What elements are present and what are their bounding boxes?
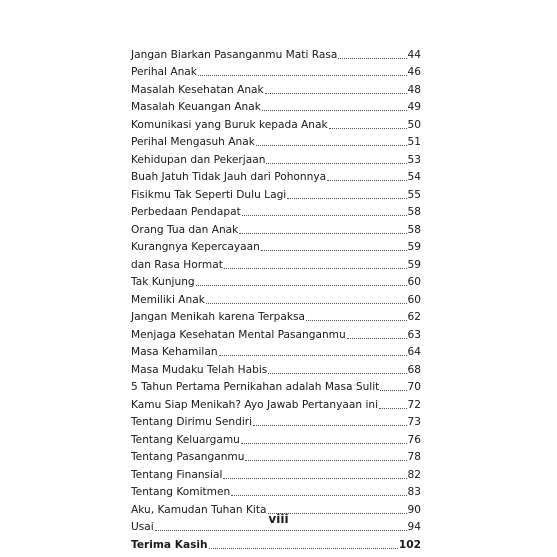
toc-entry: [131, 307, 421, 325]
toc-entry: [131, 447, 421, 465]
toc-leader-dots: [219, 355, 407, 356]
toc-leader-dots: [231, 495, 406, 496]
toc-leader-dots: [338, 58, 406, 59]
toc-entry: [131, 394, 421, 412]
toc-leader-dots: [155, 530, 407, 531]
toc-entry-title: Tentang Komitmen: [131, 486, 231, 498]
toc-entry-page: 64: [407, 346, 421, 358]
toc-entry-page: 70: [407, 381, 421, 393]
toc-leader-dots: [268, 373, 406, 374]
toc-leader-dots: [245, 460, 406, 461]
toc-entry-page: 59: [407, 241, 421, 253]
toc-entry-title: Kehidupan dan Pekerjaan: [131, 153, 266, 166]
toc-entry-title: Jangan Biarkan Pasanganmu Mati Rasa: [131, 48, 338, 61]
toc-entry-page: 68: [407, 363, 421, 376]
toc-entry: [131, 114, 421, 132]
toc-entry-title: Komunikasi yang Buruk kepada Anak: [131, 118, 328, 131]
toc-entry-title: Masalah Kesehatan Anak: [131, 83, 264, 96]
toc-entry-page: 72: [407, 398, 421, 411]
toc-entry-page: 49: [407, 101, 421, 113]
toc-entry-title: Orang Tua dan Anak: [131, 223, 239, 236]
toc-entry-page: 73: [407, 416, 421, 428]
toc-entry-page: 51: [407, 136, 421, 148]
toc-entry: [131, 359, 421, 377]
toc-entry: [131, 534, 421, 552]
toc-entry-title: dan Rasa Hormat: [131, 258, 223, 271]
toc-entry: [131, 79, 421, 97]
toc-entry-title: Memiliki Anak: [131, 293, 205, 306]
toc-entry: [131, 482, 421, 500]
toc-leader-dots: [239, 233, 406, 234]
toc-entry-title: Masa Mudaku Telah Habis: [131, 363, 268, 376]
toc-entry-page: 50: [407, 118, 421, 131]
toc-entry-title: Tak Kunjung: [131, 276, 195, 288]
toc-entry-page: 102: [398, 538, 421, 551]
toc-entry-page: 60: [407, 293, 421, 306]
toc-entry: [131, 97, 421, 115]
toc-entry-page: 82: [407, 468, 421, 481]
toc-leader-dots: [209, 548, 398, 549]
toc-entry-title: Fisikmu Tak Seperti Dulu Lagi: [131, 188, 287, 201]
toc-leader-dots: [253, 425, 406, 426]
toc-entry: [131, 254, 421, 272]
toc-leader-dots: [261, 250, 407, 251]
toc-entry-title: Tentang Pasanganmu: [131, 451, 245, 463]
toc-entry: [131, 342, 421, 360]
toc-leader-dots: [206, 303, 407, 304]
toc-entry-title: Menjaga Kesehatan Mental Pasanganmu: [131, 328, 346, 341]
toc-leader-dots: [223, 478, 406, 479]
toc-entry-page: 59: [407, 258, 421, 271]
toc-entry-title: Tentang Keluargamu: [131, 433, 240, 446]
toc-entry-title: Kurangnya Kepercayaan: [131, 241, 260, 253]
toc-entry-page: 44: [407, 48, 421, 61]
toc-entry-title: Perbedaan Pendapat: [131, 206, 241, 218]
toc-entry-title: Perihal Anak: [131, 66, 197, 78]
toc-entry-page: 83: [407, 486, 421, 498]
toc-leader-dots: [196, 285, 407, 286]
table-of-contents: [131, 44, 421, 552]
toc-entry: [131, 167, 421, 185]
toc-entry-page: 54: [407, 171, 421, 183]
toc-leader-dots: [327, 180, 406, 181]
toc-entry: [131, 272, 421, 290]
toc-leader-dots: [198, 75, 407, 76]
toc-entry: [131, 132, 421, 150]
toc-entry-page: 58: [407, 206, 421, 218]
toc-entry: [131, 464, 421, 482]
toc-entry: [131, 289, 421, 307]
toc-entry-title: 5 Tahun Pertama Pernikahan adalah Masa Sulit: [131, 381, 380, 393]
toc-entry-page: 63: [407, 328, 421, 341]
toc-leader-dots: [329, 128, 407, 129]
toc-entry-page: 58: [407, 223, 421, 236]
toc-leader-dots: [241, 443, 407, 444]
toc-entry-page: 90: [407, 503, 421, 516]
toc-entry-title: Terima Kasih: [131, 538, 208, 551]
toc-entry-page: 76: [407, 433, 421, 446]
toc-entry-title: Perihal Mengasuh Anak: [131, 136, 255, 148]
toc-leader-dots: [262, 110, 407, 111]
toc-leader-dots: [379, 408, 406, 409]
toc-entry: [131, 202, 421, 220]
toc-leader-dots: [306, 320, 406, 321]
toc-entry: [131, 149, 421, 167]
toc-entry-page: 48: [407, 83, 421, 96]
toc-entry-title: Aku, Kamudan Tuhan Kita: [131, 503, 267, 516]
toc-entry-title: Tentang Finansial: [131, 468, 223, 481]
toc-entry: [131, 184, 421, 202]
toc-entry: [131, 62, 421, 80]
toc-entry-page: 94: [407, 521, 421, 533]
toc-leader-dots: [347, 338, 407, 339]
toc-entry-page: 60: [407, 276, 421, 288]
toc-entry-title: Masa Kehamilan: [131, 346, 218, 358]
toc-entry: [131, 324, 421, 342]
toc-entry-title: Jangan Menikah karena Terpaksa: [131, 311, 306, 323]
toc-entry-page: 62: [407, 311, 421, 323]
toc-leader-dots: [242, 215, 407, 216]
toc-leader-dots: [256, 145, 407, 146]
toc-entry-page: 46: [407, 66, 421, 78]
toc-entry-title: Buah Jatuh Tidak Jauh dari Pohonnya: [131, 171, 327, 183]
toc-entry: [131, 237, 421, 255]
toc-leader-dots: [380, 390, 406, 391]
toc-leader-dots: [265, 93, 407, 94]
toc-entry-page: 78: [407, 451, 421, 463]
toc-entry-title: Usai: [131, 521, 154, 533]
page-number: viii: [268, 512, 289, 526]
toc-entry: [131, 412, 421, 430]
toc-entry: [131, 377, 421, 395]
toc-entry: [131, 429, 421, 447]
toc-entry: [131, 44, 421, 62]
toc-entry-title: Kamu Siap Menikah? Ayo Jawab Pertanyaan ini: [131, 398, 379, 411]
toc-entry-title: Tentang Dirimu Sendiri: [131, 416, 253, 428]
toc-entry-title: Masalah Keuangan Anak: [131, 101, 261, 113]
toc-leader-dots: [224, 268, 407, 269]
toc-leader-dots: [287, 198, 406, 199]
toc-entry-page: 55: [407, 188, 421, 201]
toc-leader-dots: [266, 163, 406, 164]
toc-entry-page: 53: [407, 153, 421, 166]
toc-entry: [131, 219, 421, 237]
